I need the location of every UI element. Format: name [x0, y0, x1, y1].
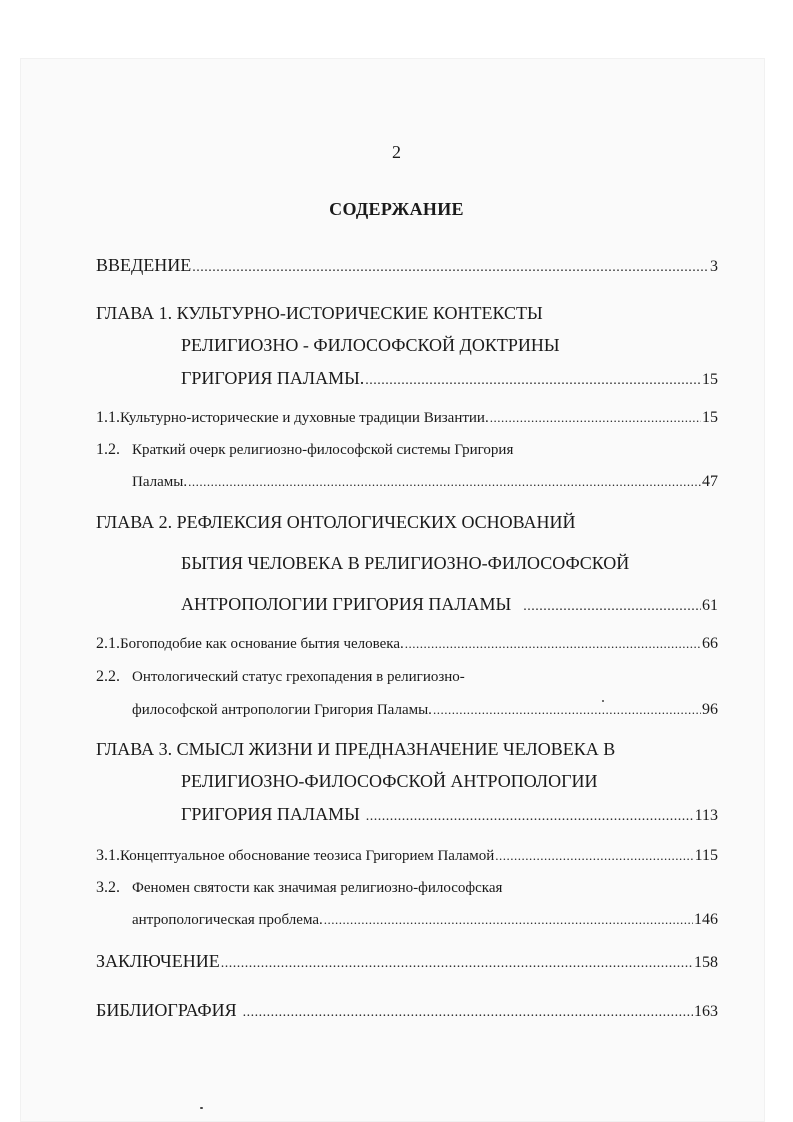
dot-leader: [433, 703, 701, 718]
dot-leader: [221, 952, 693, 971]
section-title: Краткий очерк религиозно-философской системы Григория: [132, 442, 514, 458]
toc-page: 66: [702, 635, 718, 652]
section-number: 2.1.: [96, 635, 120, 652]
chapter-3-heading[interactable]: [96, 740, 718, 758]
toc-page: 96: [702, 701, 718, 718]
section-title: Богоподобие как основание бытия человека.: [120, 636, 404, 652]
dot-leader: [366, 805, 694, 824]
dot-leader: [192, 256, 709, 275]
toc-section-2-2[interactable]: [96, 669, 718, 685]
toc-page: 15: [702, 371, 718, 388]
chapter-2-line-2: БЫТИЯ ЧЕЛОВЕКА В РЕЛИГИОЗНО-ФИЛОСОФСКОЙ: [181, 553, 630, 573]
dot-leader: [188, 475, 701, 490]
toc-section-3-1[interactable]: [96, 848, 718, 864]
toc-section-1-2[interactable]: [96, 442, 718, 458]
section-number: 1.2.: [96, 441, 120, 458]
chapter-3-line-1: ГЛАВА 3. СМЫСЛ ЖИЗНИ И ПРЕДНАЗНАЧЕНИЕ ЧЕЛОВЕКА В: [96, 739, 616, 759]
section-number: 1.1.: [96, 409, 120, 426]
chapter-1-line-1: ГЛАВА 1. КУЛЬТУРНО-ИСТОРИЧЕСКИЕ КОНТЕКСТЫ: [96, 303, 543, 323]
scan-speck: [602, 700, 604, 702]
chapter-1-line-2-row: [181, 336, 718, 354]
section-number: 2.2.: [96, 668, 120, 685]
toc-page: 3: [710, 258, 718, 275]
chapter-1-heading[interactable]: [96, 304, 718, 322]
toc-entry-introduction[interactable]: [96, 256, 718, 275]
scan-speck: [200, 1107, 203, 1109]
toc-label: БИБЛИОГРАФИЯ: [96, 1000, 237, 1020]
toc-title: СОДЕРЖАНИЕ: [329, 199, 464, 219]
toc-section-1-2-cont[interactable]: [132, 474, 718, 490]
dot-leader: [523, 595, 701, 614]
toc-section-3-2[interactable]: [96, 880, 718, 896]
dot-leader: [405, 637, 701, 652]
toc-section-1-1[interactable]: [96, 410, 718, 426]
page-number: 2: [392, 142, 401, 162]
toc-page: 163: [694, 1003, 718, 1020]
toc-page: 115: [694, 847, 718, 864]
section-title-cont: антропологическая проблема.: [132, 912, 323, 928]
toc-page: 113: [694, 807, 718, 824]
toc-entry-conclusion[interactable]: [96, 952, 718, 971]
dot-leader: [490, 411, 701, 426]
toc-section-3-2-cont[interactable]: [132, 912, 718, 928]
toc-page: 146: [694, 911, 718, 928]
chapter-3-line-2: РЕЛИГИОЗНО-ФИЛОСОФСКОЙ АНТРОПОЛОГИИ: [181, 771, 598, 791]
chapter-1-line-3-row[interactable]: [181, 369, 718, 388]
section-title: Феномен святости как значимая религиозно-философская: [132, 880, 503, 896]
chapter-3-line-2-row: [181, 772, 718, 790]
section-title: Концептуальное обоснование теозиса Григорием Паламой: [120, 848, 495, 864]
chapter-2-line-2-row: [181, 554, 718, 572]
toc-section-2-2-cont[interactable]: [132, 702, 718, 718]
dot-leader: [243, 1001, 693, 1020]
chapter-3-line-3: ГРИГОРИЯ ПАЛАМЫ: [181, 804, 360, 824]
chapter-2-heading[interactable]: [96, 513, 718, 531]
toc-page: 15: [702, 409, 718, 426]
dot-leader: [365, 369, 701, 388]
section-title: Онтологический статус грехопадения в религиозно-: [132, 669, 465, 685]
toc-label: ЗАКЛЮЧЕНИЕ: [96, 951, 220, 971]
section-title-cont: Паламы.: [132, 474, 188, 490]
section-number: 3.2.: [96, 879, 120, 896]
chapter-1-line-2: РЕЛИГИОЗНО - ФИЛОСОФСКОЙ ДОКТРИНЫ: [181, 335, 560, 355]
dot-leader: [495, 849, 693, 864]
toc-page: 61: [702, 597, 718, 614]
toc-section-2-1[interactable]: [96, 636, 718, 652]
toc-page: 158: [694, 954, 718, 971]
chapter-3-line-3-row[interactable]: [181, 805, 718, 824]
toc-page: 47: [702, 473, 718, 490]
section-number: 3.1.: [96, 847, 120, 864]
chapter-1-line-3: ГРИГОРИЯ ПАЛАМЫ.: [181, 368, 365, 388]
dot-leader: [324, 913, 693, 928]
chapter-2-line-3-row[interactable]: [181, 595, 718, 614]
section-title-cont: философской антропологии Григория Паламы.: [132, 702, 432, 718]
toc-entry-bibliography[interactable]: [96, 1001, 718, 1020]
toc-label: ВВЕДЕНИЕ: [96, 255, 192, 275]
section-title: Культурно-исторические и духовные традиции Византии.: [120, 410, 489, 426]
chapter-2-line-3: АНТРОПОЛОГИИ ГРИГОРИЯ ПАЛАМЫ: [181, 594, 512, 614]
chapter-2-line-1: ГЛАВА 2. РЕФЛЕКСИЯ ОНТОЛОГИЧЕСКИХ ОСНОВАНИЙ: [96, 512, 576, 532]
